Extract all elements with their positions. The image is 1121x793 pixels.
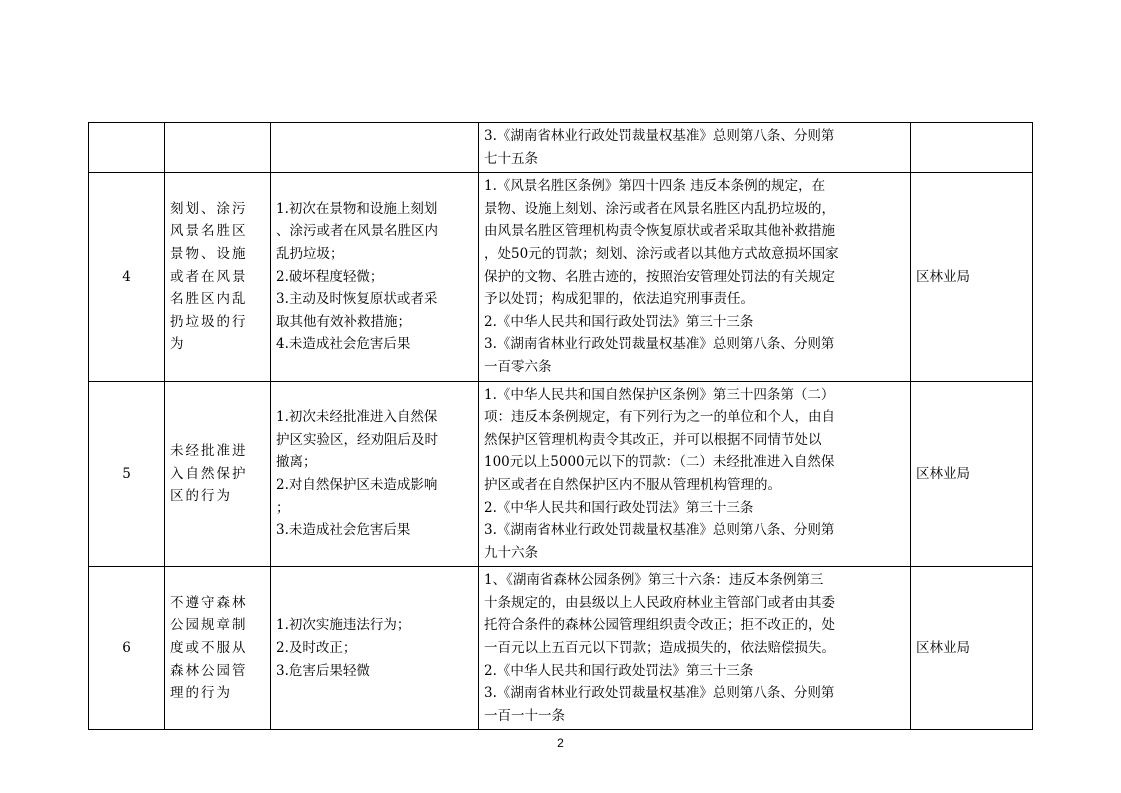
name-line: 风景名胜区 (170, 223, 248, 240)
name-line: 扔垃圾的行 (170, 313, 248, 330)
name-line: 未经批准进 (170, 443, 248, 460)
condition-line: 3.危害后果轻微 (276, 662, 370, 679)
basis-line: 3.《湖南省林业行政处罚裁量权基准》总则第八条、分则第 (484, 685, 835, 702)
violation-name (165, 123, 271, 173)
basis-line: 2.《中华人民共和国行政处罚法》第三十三条 (484, 313, 754, 330)
legal-basis-cell (479, 381, 911, 567)
name-line: 区的行为 (170, 488, 232, 505)
condition-line: 1.初次实施违法行为； (276, 617, 411, 634)
basis-line: 一百零六条 (484, 358, 552, 375)
basis-line: 七十五条 (484, 150, 538, 167)
basis-line: 2.《中华人民共和国行政处罚法》第三十三条 (484, 662, 754, 679)
penalty-table (88, 122, 1033, 730)
basis-line: 托符合条件的森林公园管理组织责令改正；拒不改正的，处 (484, 617, 835, 634)
name-line: 公园规章制 (170, 617, 248, 634)
name-line: 为 (170, 336, 186, 353)
basis-line: 2.《中华人民共和国行政处罚法》第三十三条 (484, 499, 754, 516)
conditions-cell (271, 173, 479, 381)
condition-line: 2.对自然保护区未造成影响 (276, 476, 438, 493)
condition-line: 护区实验区，经劝阻后及时 (276, 431, 438, 448)
basis-line: 1、《湖南省森林公园条例》第三十六条：违反本条例第三 (484, 572, 824, 589)
condition-line: 3.主动及时恢复原状或者采 (276, 291, 438, 308)
row-number: 5 (89, 381, 165, 567)
legal-basis-cell (479, 173, 911, 381)
condition-line: 3.未造成社会危害后果 (276, 522, 411, 539)
row-number: 4 (89, 173, 165, 381)
name-line: 度或不服从 (170, 640, 248, 657)
basis-line: ，处50元的罚款；刻划、涂污或者以其他方式故意损坏国家 (484, 245, 839, 262)
basis-line: 3.《湖南省林业行政处罚裁量权基准》总则第八条、分则第 (484, 336, 835, 353)
name-line: 名胜区内乱 (170, 291, 248, 308)
page-number: 2 (557, 736, 564, 750)
name-line: 理的行为 (170, 685, 232, 702)
condition-line: 1.初次未经批准进入自然保 (276, 409, 438, 426)
legal-basis-cell (479, 567, 911, 730)
condition-line: 4.未造成社会危害后果 (276, 336, 411, 353)
department-cell: 区林业局 (911, 173, 1033, 381)
basis-line: 3.《湖南省林业行政处罚裁量权基准》总则第八条、分则第 (484, 522, 835, 539)
basis-line: 景物、设施上刻划、涂污或者在风景名胜区内乱扔垃圾的， (484, 200, 835, 217)
basis-line: 然保护区管理机构责令其改正，并可以根据不同情节处以 (484, 431, 822, 448)
basis-line: 予以处罚；构成犯罪的，依法追究刑事责任。 (484, 291, 754, 308)
table-row (89, 123, 1033, 173)
basis-line: 1.《风景名胜区条例》第四十四条 违反本条例的规定，在 (484, 178, 826, 195)
basis-line: 3.《湖南省林业行政处罚裁量权基准》总则第八条、分则第 (484, 128, 835, 144)
conditions-cell (271, 123, 479, 173)
basis-line: 九十六条 (484, 544, 538, 561)
name-line: 入自然保护 (170, 465, 248, 482)
basis-line: 护区或者在自然保护区内不服从管理机构管理的。 (484, 476, 781, 493)
name-line: 不遵守森林 (170, 594, 248, 611)
conditions-cell (271, 381, 479, 567)
condition-line: 1.初次在景物和设施上刻划 (276, 200, 438, 217)
violation-name (165, 381, 271, 567)
condition-line: ； (276, 499, 290, 516)
condition-line: 乱扔垃圾； (276, 245, 344, 262)
name-line: 刻划、涂污 (170, 200, 248, 217)
department-cell (911, 123, 1033, 173)
basis-line: 一百一十一条 (484, 707, 565, 724)
row-number (89, 123, 165, 173)
department-cell: 区林业局 (911, 567, 1033, 730)
violation-name (165, 567, 271, 730)
table-row (89, 173, 1033, 381)
basis-line: 由风景名胜区管理机构责令恢复原状或者采取其他补救措施 (484, 223, 835, 240)
condition-line: 取其他有效补救措施； (276, 313, 411, 330)
table-row (89, 381, 1033, 567)
row-number: 6 (89, 567, 165, 730)
basis-line: 100元以上5000元以下的罚款：（二）未经批准进入自然保 (484, 454, 835, 471)
basis-line: 项：违反本条例规定，有下列行为之一的单位和个人，由自 (484, 409, 835, 426)
condition-line: 、涂污或者在风景名胜区内 (276, 223, 438, 240)
name-line: 景物、设施 (170, 245, 248, 262)
condition-line: 2.及时改正； (276, 640, 357, 657)
name-line: 或者在风景 (170, 268, 248, 285)
table-row (89, 567, 1033, 730)
violation-name (165, 173, 271, 381)
condition-line: 2.破坏程度轻微； (276, 268, 384, 285)
basis-line: 1.《中华人民共和国自然保护区条例》第三十四条第（二） (484, 386, 835, 403)
basis-line: 一百元以上五百元以下罚款；造成损失的，依法赔偿损失。 (484, 640, 835, 657)
conditions-cell (271, 567, 479, 730)
basis-line: 十条规定的，由县级以上人民政府林业主管部门或者由其委 (484, 594, 835, 611)
department-cell: 区林业局 (911, 381, 1033, 567)
name-line: 森林公园管 (170, 662, 248, 679)
condition-line: 撤离； (276, 454, 317, 471)
legal-basis-cell (479, 123, 911, 173)
basis-line: 保护的文物、名胜古迹的，按照治安管理处罚法的有关规定 (484, 268, 835, 285)
